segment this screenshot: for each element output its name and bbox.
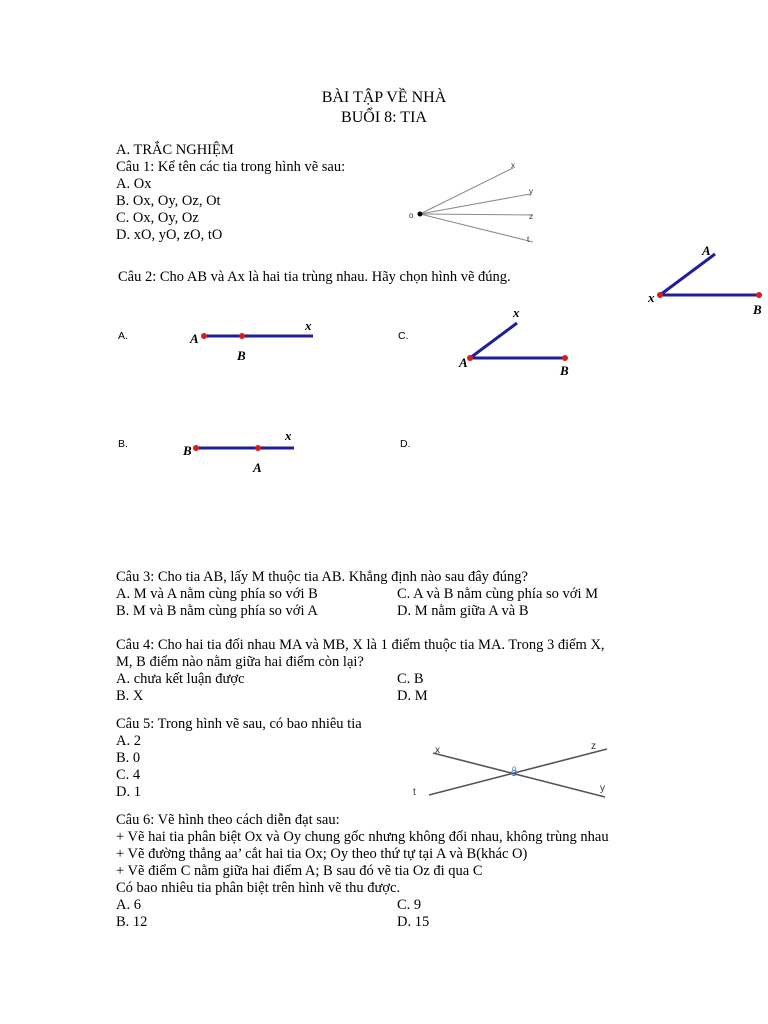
q6-option-a: A. 6 xyxy=(116,897,141,913)
q2-option-b-label: B. xyxy=(118,438,128,450)
q2a-label-b: B xyxy=(237,348,246,363)
q5-label-z: z xyxy=(591,741,596,752)
section-heading: A. TRẮC NGHIỆM xyxy=(116,142,234,158)
q1-option-b: B. Ox, Oy, Oz, Ot xyxy=(116,193,221,209)
q4-question-line2: M, B điểm nào nằm giữa hai điểm còn lại? xyxy=(116,654,364,670)
q4-option-c: C. B xyxy=(397,671,424,687)
q2-option-c-label: C. xyxy=(398,330,409,342)
q5-option-b: B. 0 xyxy=(116,750,141,766)
q1-label-z: z xyxy=(529,212,533,221)
q1-label-y: y xyxy=(529,187,533,196)
q1-label-o: o xyxy=(409,211,414,220)
q5-label-y: y xyxy=(600,783,605,794)
q2-figure-d xyxy=(645,240,765,320)
q6-option-c: C. 9 xyxy=(397,897,422,913)
q1-figure xyxy=(405,158,545,248)
page-title: BÀI TẬP VỀ NHÀ xyxy=(321,89,447,106)
q6-option-b: B. 12 xyxy=(116,914,148,930)
q1-question: Câu 1: Kể tên các tia trong hình vẽ sau: xyxy=(116,159,346,175)
q4-option-b: B. X xyxy=(116,688,144,704)
page-subtitle: BUỔI 8: TIA xyxy=(341,109,427,126)
q3-question: Câu 3: Cho tia AB, lấy M thuộc tia AB. Khẳng định nào sau đây đúng? xyxy=(116,569,528,585)
q2-figure-a xyxy=(185,315,325,365)
q5-label-x: x xyxy=(435,745,440,756)
q2c-label-b: B xyxy=(560,363,569,378)
q4-question-line1: Câu 4: Cho hai tia đối nhau MA và MB, X là 1 điểm thuộc tia MA. Trong 3 điểm X, xyxy=(116,637,605,653)
q1-option-c: C. Ox, Oy, Oz xyxy=(116,210,199,226)
q2-option-d-label: D. xyxy=(400,438,411,450)
q2b-label-a: A xyxy=(253,460,262,475)
q6-step2: + Vẽ đường thẳng aa’ cắt hai tia Ox; Oy theo thứ tự tại A và B(khác O) xyxy=(116,846,528,862)
q6-step1: + Vẽ hai tia phân biệt Ox và Oy chung gốc nhưng không đối nhau, không trùng nhau xyxy=(116,829,609,845)
q5-question: Câu 5: Trong hình vẽ sau, có bao nhiêu tia xyxy=(116,716,362,732)
q2d-label-b: B xyxy=(753,302,762,317)
q6-step3: + Vẽ điểm C nằm giữa hai điểm A; B sau đó vẽ tia Oz đi qua C xyxy=(116,863,483,879)
q5-option-c: C. 4 xyxy=(116,767,141,783)
q2d-label-a: A xyxy=(702,243,711,258)
q5-figure xyxy=(405,735,615,805)
q5-option-a: A. 2 xyxy=(116,733,141,749)
q2a-label-x: x xyxy=(305,318,312,333)
q2-option-a-label: A. xyxy=(118,330,128,342)
q2-figure-c xyxy=(455,305,575,380)
q2c-label-a: A xyxy=(459,355,468,370)
q1-option-d: D. xO, yO, zO, tO xyxy=(116,227,223,243)
q2c-label-x: x xyxy=(513,305,520,320)
q1-label-t: t xyxy=(527,235,530,244)
q2b-label-x: x xyxy=(285,428,292,443)
q5-label-o: o xyxy=(512,764,517,773)
q3-option-a: A. M và A nằm cùng phía so với B xyxy=(116,586,318,602)
q2a-label-a: A xyxy=(190,331,199,346)
q2-figure-b xyxy=(180,425,310,480)
q3-option-c: C. A và B nằm cùng phía so với M xyxy=(397,586,598,602)
q1-label-x: x xyxy=(511,161,515,170)
q2d-label-x: x xyxy=(648,290,655,305)
q3-option-d: D. M nằm giữa A và B xyxy=(397,603,529,619)
q6-question: Câu 6: Vẽ hình theo cách diễn đạt sau: xyxy=(116,812,340,828)
q2b-label-b: B xyxy=(183,443,192,458)
q3-option-b: B. M và B nằm cùng phía so với A xyxy=(116,603,318,619)
q6-ask: Có bao nhiêu tia phân biệt trên hình vẽ thu được. xyxy=(116,880,401,896)
q4-option-d: D. M xyxy=(397,688,428,704)
q5-label-t: t xyxy=(413,787,416,798)
q6-option-d: D. 15 xyxy=(397,914,430,930)
q5-option-d: D. 1 xyxy=(116,784,141,800)
q2-question: Câu 2: Cho AB và Ax là hai tia trùng nhau. Hãy chọn hình vẽ đúng. xyxy=(118,269,511,285)
q1-option-a: A. Ox xyxy=(116,176,152,192)
q4-option-a: A. chưa kết luận được xyxy=(116,671,245,687)
